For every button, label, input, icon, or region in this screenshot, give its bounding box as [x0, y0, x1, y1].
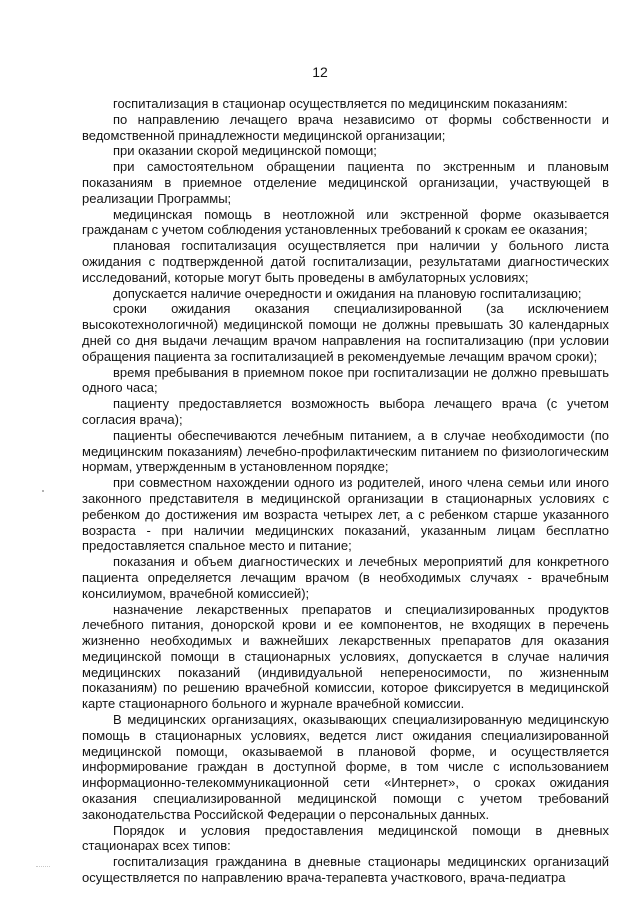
paragraph: пациенту предоставляется возможность выбора лечащего врача (с учетом согласия врача);: [82, 396, 609, 427]
paragraph: сроки ожидания оказания специализированной (за исключением высокотехнологичной) медицинской помощи не должны превышать 30 календарных дней со дня выдачи лечащим врачом направления на госпитализацию (при условии обращения пациента за госпитализацией в рекомендуемые лечащим врачом сроки);: [82, 301, 609, 364]
paragraph: время пребывания в приемном покое при госпитализации не должно превышать одного часа;: [82, 364, 609, 396]
paragraph: при оказании скорой медицинской помощи;: [113, 143, 377, 159]
paragraph: медицинская помощь в неотложной или экстренной форме оказывается гражданам с учетом соблюдения установленных требований к срокам ее оказания;: [82, 206, 609, 238]
paragraph: при самостоятельном обращении пациента по экстренным и плановым показаниям в приемное отделение медицинской организации, участвующей в реализации Программы;: [82, 159, 609, 206]
paragraph: пациенты обеспечиваются лечебным питанием, а в случае необходимости (по медицинским показаниям) лечебно-профилактическим питанием по физиологическим нормам, утвержденным в установленном порядке;: [82, 427, 609, 475]
paragraph: плановая госпитализация осуществляется при наличии у больного листа ожидания с подтвержденной датой госпитализации, результатами диагностических исследований, которые могут быть проведены в амбулаторных условиях;: [82, 238, 609, 285]
paragraph: показания и объем диагностических и лечебных мероприятий для конкретного пациента определяется лечащим врачом (в необходимых случаях - врачебным консилиумом, врачебной комиссией);: [82, 554, 609, 601]
paragraph: назначение лекарственных препаратов и специализированных продуктов лечебного питания, донорской крови и ее компонентов, не входящих в перечень жизненно необходимых и важнейших лекарственных препаратов для оказания медицинской помощи в стационарных условиях, допускается в случае наличия медицинских показаний (индивидуальной непереносимости, по жизненным показаниям) по решению врачебной комиссии, которое фиксируется в медицинской карте стационарного больного и журнале врачебной комиссии.: [82, 601, 609, 712]
paragraph: Порядок и условия предоставления медицинской помощи в дневных стационарах всех типов:: [82, 822, 609, 854]
scan-speck: [36, 866, 50, 868]
paragraph: при совместном нахождении одного из родителей, иного члена семьи или иного законного представителя в медицинской организации в стационарных условиях с ребенком до достижения им возраста четырех лет, а с ребенком старше указанного возраста - при наличии медицинских показаний, указанным лицам бесплатно предоставляется спальное место и питание;: [82, 475, 609, 554]
document-body: [82, 96, 609, 886]
scan-speck: [42, 490, 44, 492]
paragraph: по направлению лечащего врача независимо от формы собственности и ведомственной принадлежности медицинской организации;: [82, 111, 609, 143]
page-number: 12: [312, 64, 328, 80]
paragraph: госпитализация в стационар осуществляется по медицинским показаниям:: [113, 96, 568, 111]
paragraph: допускается наличие очередности и ожидания на плановую госпитализацию;: [113, 285, 582, 301]
paragraph: В медицинских организациях, оказывающих специализированную медицинскую помощь в стационарных условиях, ведется лист ожидания специализированной медицинской помощи, оказываемой в плановой форме, и осуществляется информирование граждан в доступной форме, в том числе с использованием информационно-телекоммуникационной сети «Интернет», о сроках ожидания оказания специализированной медицинской помощи с учетом требований законодательства Российской Федерации о персональных данных.: [82, 712, 609, 822]
paragraph: госпитализация гражданина в дневные стационары медицинских организаций осуществляется по направлению врача-терапевта участкового, врача-педиатра: [82, 854, 609, 886]
